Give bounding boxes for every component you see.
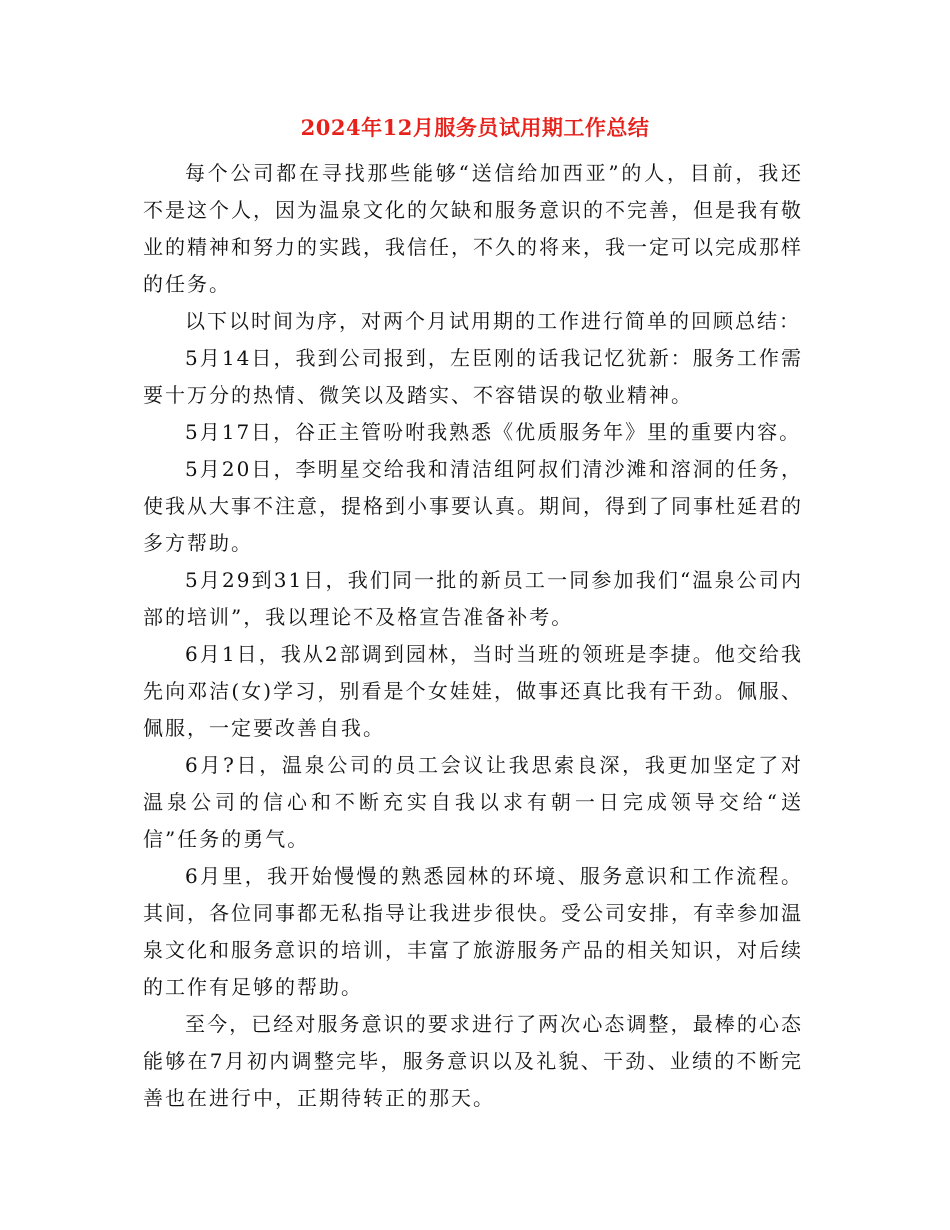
paragraph-conclusion: 至今，已经对服务意识的要求进行了两次心态调整，最棒的心态能够在7月初内调整完毕，服务意识以及礼貌、干劲、业绩的不断完善也在进行中，正期待转正的那天。 <box>143 1012 803 1110</box>
paragraph-may-14: 5月14日，我到公司报到，左臣刚的话我记忆犹新：服务工作需要十万分的热情、微笑以及踏实、不容错误的敬业精神。 <box>143 346 803 407</box>
paragraph-may-29-31: 5月29到31日，我们同一批的新员工一同参加我们“温泉公司内部的培训”，我以理论不及格宣告准备补考。 <box>143 568 803 629</box>
paragraph-june-1: 6月1日，我从2部调到园林，当时当班的领班是李捷。他交给我先向邓洁(女)学习，别看是个女娃娃，做事还真比我有干劲。佩服、佩服，一定要改善自我。 <box>143 642 803 740</box>
document-body <box>143 155 803 1117</box>
paragraph-may-17: 5月17日，谷正主管吩咐我熟悉《优质服务年》里的重要内容。 <box>185 420 802 444</box>
paragraph-overview: 以下以时间为序，对两个月试用期的工作进行简单的回顾总结： <box>185 309 801 333</box>
paragraph-june-meeting: 6月?日，温泉公司的员工会议让我思索良深，我更加坚定了对温泉公司的信心和不断充实自我以求有朝一日完成领导交给“送信”任务的勇气。 <box>143 753 803 851</box>
paragraph-may-20: 5月20日，李明星交给我和清洁组阿叔们清沙滩和溶洞的任务，使我从大事不注意，提格到小事要认真。期间，得到了同事杜延君的多方帮助。 <box>143 457 803 555</box>
paragraph-intro: 每个公司都在寻找那些能够“送信给加西亚”的人，目前，我还不是这个人，因为温泉文化的欠缺和服务意识的不完善，但是我有敬业的精神和努力的实践，我信任，不久的将来，我一定可以完成那样的任务。 <box>143 161 803 296</box>
document-title: 2024年12月服务员试用期工作总结 <box>300 115 650 140</box>
paragraph-june: 6月里，我开始慢慢的熟悉园林的环境、服务意识和工作流程。其间，各位同事都无私指导让我进步很快。受公司安排，有幸参加温泉文化和服务意识的培训，丰富了旅游服务产品的相关知识，对后续的工作有足够的帮助。 <box>143 864 803 999</box>
